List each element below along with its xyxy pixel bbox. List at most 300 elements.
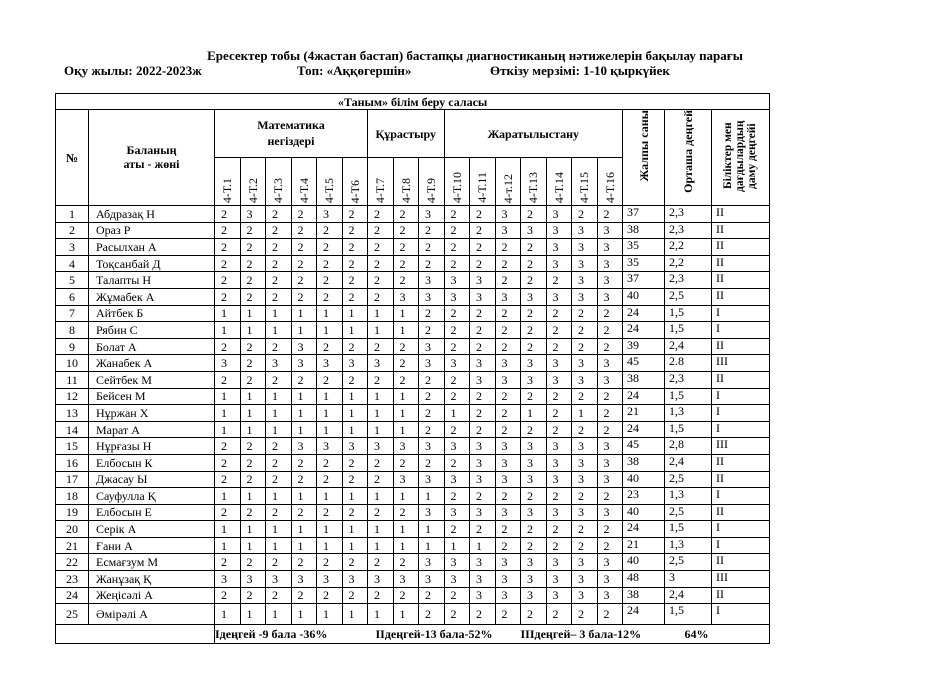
score-cell: 2 — [546, 521, 572, 538]
score-cell: 2 — [444, 604, 470, 625]
score-cell: 2 — [342, 587, 368, 604]
score-cell: 2 — [317, 371, 343, 388]
average-cell: 2,3 — [665, 272, 712, 289]
score-cell: 2 — [495, 305, 521, 322]
score-cell: 2 — [495, 272, 521, 289]
score-cell: 3 — [521, 355, 547, 372]
indicator-header: 4-Т.2 — [245, 177, 260, 203]
score-cell: 2 — [419, 587, 445, 604]
score-cell: 2 — [342, 554, 368, 571]
score-cell: 2 — [495, 388, 521, 405]
score-cell: 3 — [470, 272, 496, 289]
score-cell: 1 — [342, 604, 368, 625]
score-cell: 3 — [597, 272, 623, 289]
table-row — [56, 587, 770, 604]
indicator-header: 4-Т.4 — [296, 177, 311, 203]
score-cell: 3 — [495, 288, 521, 305]
score-cell: 1 — [393, 388, 419, 405]
score-cell: 1 — [368, 537, 394, 554]
average-cell: 2,4 — [665, 454, 712, 471]
average-cell: 1,5 — [665, 388, 712, 405]
score-cell: 3 — [597, 239, 623, 256]
score-cell: 3 — [597, 571, 623, 588]
score-cell: 3 — [266, 355, 292, 372]
score-cell: 3 — [470, 554, 496, 571]
row-number: 23 — [56, 571, 89, 588]
score-cell: 3 — [597, 554, 623, 571]
score-cell: 3 — [521, 504, 547, 521]
score-cell: 2 — [393, 222, 419, 239]
score-cell: 2 — [291, 587, 317, 604]
score-cell: 2 — [368, 371, 394, 388]
score-cell: 2 — [419, 388, 445, 405]
score-cell: 3 — [495, 371, 521, 388]
score-cell: 2 — [342, 288, 368, 305]
score-cell: 2 — [291, 288, 317, 305]
total-cell: 38 — [623, 454, 665, 471]
score-cell: 3 — [419, 471, 445, 488]
score-cell: 3 — [291, 338, 317, 355]
summary-level-2: IIдеңгей-13 бала-52% — [368, 625, 521, 644]
group-header-nature: Жаратылыстану — [444, 110, 623, 158]
score-cell: 1 — [444, 537, 470, 554]
score-cell: 3 — [342, 438, 368, 455]
score-cell: 2 — [572, 537, 598, 554]
child-name: Нұржан Х — [89, 405, 215, 422]
score-cell: 2 — [444, 322, 470, 339]
score-cell: 3 — [444, 438, 470, 455]
score-cell: 1 — [342, 421, 368, 438]
score-cell: 2 — [546, 305, 572, 322]
score-cell: 2 — [597, 305, 623, 322]
score-cell: 2 — [266, 206, 292, 223]
score-cell: 2 — [546, 405, 572, 422]
score-cell: 2 — [419, 421, 445, 438]
score-cell: 1 — [393, 604, 419, 625]
score-cell: 3 — [317, 438, 343, 455]
average-cell: 1,5 — [665, 305, 712, 322]
row-number: 21 — [56, 537, 89, 554]
score-cell: 2 — [470, 305, 496, 322]
score-cell: 2 — [266, 288, 292, 305]
total-cell: 40 — [623, 554, 665, 571]
score-cell: 2 — [495, 421, 521, 438]
level-cell: I — [712, 488, 770, 505]
score-cell: 1 — [393, 421, 419, 438]
score-cell: 2 — [546, 272, 572, 289]
score-cell: 1 — [393, 521, 419, 538]
table-row — [56, 421, 770, 438]
score-cell: 2 — [266, 454, 292, 471]
table-row — [56, 206, 770, 223]
score-cell: 3 — [572, 454, 598, 471]
score-cell: 1 — [291, 322, 317, 339]
child-name: Бейсен М — [89, 388, 215, 405]
score-cell: 3 — [495, 355, 521, 372]
score-cell: 2 — [266, 471, 292, 488]
col-average-header: Орташа деңгей — [681, 110, 695, 193]
score-cell: 2 — [444, 488, 470, 505]
score-cell: 3 — [597, 587, 623, 604]
score-cell: 2 — [368, 272, 394, 289]
score-cell: 1 — [215, 488, 241, 505]
row-number: 17 — [56, 471, 89, 488]
score-cell: 2 — [291, 206, 317, 223]
indicator-header: 4-Т.8 — [398, 177, 413, 203]
score-cell: 2 — [521, 388, 547, 405]
child-name: Абдразақ Н — [89, 206, 215, 223]
total-cell: 38 — [623, 222, 665, 239]
score-cell: 1 — [470, 537, 496, 554]
group-header-construction: Құрастыру — [368, 110, 445, 158]
score-cell: 2 — [419, 371, 445, 388]
total-cell: 40 — [623, 471, 665, 488]
indicator-header: 4-Т.1 — [220, 177, 235, 203]
level-cell: III — [712, 355, 770, 372]
indicator-header: 4-Т6 — [347, 179, 362, 203]
score-cell: 3 — [419, 438, 445, 455]
score-cell: 2 — [240, 587, 266, 604]
table-row — [56, 371, 770, 388]
indicator-header: 4-Т.5 — [322, 177, 337, 203]
table-row — [56, 571, 770, 588]
score-cell: 2 — [240, 272, 266, 289]
level-cell: III — [712, 438, 770, 455]
score-cell: 3 — [546, 471, 572, 488]
child-name: Нұрғазы Н — [89, 438, 215, 455]
score-cell: 2 — [215, 371, 241, 388]
score-cell: 2 — [393, 338, 419, 355]
score-cell: 2 — [317, 255, 343, 272]
average-cell: 2,8 — [665, 438, 712, 455]
score-cell: 3 — [393, 288, 419, 305]
score-cell: 3 — [495, 471, 521, 488]
score-cell: 2 — [342, 222, 368, 239]
score-cell: 1 — [342, 322, 368, 339]
score-cell: 2 — [291, 554, 317, 571]
score-cell: 3 — [470, 587, 496, 604]
score-cell: 2 — [368, 587, 394, 604]
score-cell: 2 — [266, 222, 292, 239]
score-cell: 1 — [317, 521, 343, 538]
score-cell: 1 — [266, 305, 292, 322]
score-cell: 1 — [215, 537, 241, 554]
level-cell: II — [712, 255, 770, 272]
score-cell: 2 — [470, 521, 496, 538]
score-cell: 3 — [470, 355, 496, 372]
score-cell: 1 — [368, 305, 394, 322]
score-cell: 1 — [240, 537, 266, 554]
score-cell: 3 — [444, 272, 470, 289]
score-cell: 2 — [393, 239, 419, 256]
total-cell: 21 — [623, 405, 665, 422]
score-cell: 1 — [266, 604, 292, 625]
area-title: «Таным» білім беру саласы — [56, 94, 770, 110]
total-cell: 37 — [623, 206, 665, 223]
indicator-header: 4-Т.9 — [424, 177, 439, 203]
score-cell: 2 — [572, 338, 598, 355]
score-cell: 3 — [521, 288, 547, 305]
score-cell: 1 — [240, 488, 266, 505]
row-number: 7 — [56, 305, 89, 322]
total-cell: 24 — [623, 388, 665, 405]
score-cell: 1 — [215, 388, 241, 405]
score-cell: 2 — [444, 521, 470, 538]
score-cell: 2 — [342, 338, 368, 355]
score-cell: 1 — [317, 488, 343, 505]
score-cell: 3 — [572, 272, 598, 289]
score-cell: 2 — [597, 388, 623, 405]
score-cell: 3 — [572, 587, 598, 604]
row-number: 2 — [56, 222, 89, 239]
score-cell: 1 — [368, 421, 394, 438]
total-cell: 35 — [623, 239, 665, 256]
score-cell: 2 — [597, 488, 623, 505]
level-cell: I — [712, 388, 770, 405]
score-cell: 2 — [215, 438, 241, 455]
score-cell: 3 — [266, 571, 292, 588]
score-cell: 2 — [444, 239, 470, 256]
score-cell: 1 — [317, 322, 343, 339]
score-cell: 3 — [342, 571, 368, 588]
score-cell: 2 — [597, 206, 623, 223]
score-cell: 2 — [495, 255, 521, 272]
level-cell: II — [712, 288, 770, 305]
score-cell: 3 — [597, 454, 623, 471]
score-cell: 2 — [215, 338, 241, 355]
score-cell: 3 — [546, 504, 572, 521]
score-cell: 3 — [444, 571, 470, 588]
score-cell: 2 — [368, 454, 394, 471]
score-cell: 2 — [215, 288, 241, 305]
score-cell: 2 — [444, 255, 470, 272]
total-cell: 40 — [623, 504, 665, 521]
level-cell: II — [712, 471, 770, 488]
child-name: Жеңісәлі А — [89, 587, 215, 604]
score-cell: 3 — [317, 355, 343, 372]
score-cell: 2 — [393, 206, 419, 223]
level-cell: II — [712, 587, 770, 604]
score-cell: 2 — [215, 206, 241, 223]
score-cell: 2 — [444, 587, 470, 604]
score-cell: 2 — [521, 305, 547, 322]
score-cell: 2 — [470, 604, 496, 625]
indicator-header: 4-Т.10 — [449, 171, 464, 203]
score-cell: 1 — [215, 421, 241, 438]
table-row — [56, 272, 770, 289]
score-cell: 2 — [521, 537, 547, 554]
score-cell: 2 — [521, 322, 547, 339]
score-cell: 1 — [342, 537, 368, 554]
average-cell: 2,5 — [665, 554, 712, 571]
page-title: Ересектер тобы (4жастан бастап) бастапқы диагностиканың нәтижелерін бақылау парағы — [207, 48, 743, 63]
indicator-header: 4-Т.11 — [475, 172, 490, 203]
score-cell: 2 — [317, 454, 343, 471]
score-cell: 3 — [597, 438, 623, 455]
score-cell: 3 — [546, 371, 572, 388]
score-cell: 3 — [317, 206, 343, 223]
score-cell: 2 — [368, 222, 394, 239]
score-cell: 2 — [444, 454, 470, 471]
level-cell: I — [712, 322, 770, 339]
score-cell: 2 — [495, 322, 521, 339]
score-cell: 2 — [240, 288, 266, 305]
score-cell: 1 — [317, 305, 343, 322]
level-cell: II — [712, 222, 770, 239]
score-cell: 3 — [368, 438, 394, 455]
score-cell: 2 — [240, 454, 266, 471]
score-cell: 3 — [419, 571, 445, 588]
score-cell: 2 — [521, 272, 547, 289]
score-cell: 2 — [368, 338, 394, 355]
total-cell: 24 — [623, 604, 665, 625]
score-cell: 1 — [342, 488, 368, 505]
row-number: 8 — [56, 322, 89, 339]
score-cell: 1 — [240, 521, 266, 538]
score-cell: 3 — [521, 371, 547, 388]
table-row — [56, 338, 770, 355]
score-cell: 2 — [495, 521, 521, 538]
score-cell: 1 — [419, 521, 445, 538]
table-row — [56, 504, 770, 521]
score-cell: 2 — [317, 587, 343, 604]
score-cell: 2 — [393, 504, 419, 521]
score-cell: 1 — [291, 405, 317, 422]
score-cell: 3 — [291, 438, 317, 455]
row-number: 12 — [56, 388, 89, 405]
average-cell: 2,5 — [665, 288, 712, 305]
level-cell: I — [712, 537, 770, 554]
score-cell: 2 — [495, 604, 521, 625]
score-cell: 3 — [597, 288, 623, 305]
table-row — [56, 288, 770, 305]
child-name: Болат А — [89, 338, 215, 355]
indicator-header: 4-Т.13 — [526, 171, 541, 203]
score-cell: 2 — [444, 421, 470, 438]
level-cell: II — [712, 504, 770, 521]
average-cell: 2,3 — [665, 206, 712, 223]
assessment-period: Өткізу мерзімі: 1-10 қыркүйек — [490, 63, 670, 78]
table-row — [56, 488, 770, 505]
score-cell: 3 — [419, 554, 445, 571]
average-cell: 2,2 — [665, 255, 712, 272]
score-cell: 2 — [291, 471, 317, 488]
score-cell: 2 — [470, 388, 496, 405]
summary-percent: 64% — [665, 625, 770, 644]
score-cell: 2 — [342, 239, 368, 256]
table-row — [56, 405, 770, 422]
score-cell: 2 — [368, 206, 394, 223]
score-cell: 2 — [291, 255, 317, 272]
score-cell: 3 — [240, 571, 266, 588]
score-cell: 2 — [240, 554, 266, 571]
score-cell: 1 — [266, 405, 292, 422]
score-cell: 3 — [546, 454, 572, 471]
score-cell: 2 — [572, 206, 598, 223]
group-header-math: Математика негіздері — [215, 110, 368, 158]
row-number: 9 — [56, 338, 89, 355]
score-cell: 3 — [368, 355, 394, 372]
score-cell: 1 — [317, 537, 343, 554]
average-cell: 2,4 — [665, 338, 712, 355]
score-cell: 1 — [266, 322, 292, 339]
score-cell: 2 — [597, 537, 623, 554]
score-cell: 3 — [572, 222, 598, 239]
score-cell: 2 — [317, 288, 343, 305]
level-cell: II — [712, 338, 770, 355]
score-cell: 3 — [572, 371, 598, 388]
score-cell: 2 — [393, 554, 419, 571]
score-cell: 2 — [470, 206, 496, 223]
row-number: 25 — [56, 604, 89, 625]
score-cell: 3 — [546, 206, 572, 223]
score-cell: 2 — [291, 504, 317, 521]
score-cell: 2 — [266, 504, 292, 521]
total-cell: 24 — [623, 322, 665, 339]
score-cell: 3 — [546, 438, 572, 455]
score-cell: 2 — [470, 222, 496, 239]
score-cell: 3 — [597, 504, 623, 521]
score-cell: 3 — [495, 222, 521, 239]
group-name: Топ: «Аққөгершін» — [297, 63, 412, 78]
score-cell: 1 — [266, 488, 292, 505]
score-cell: 1 — [419, 537, 445, 554]
score-cell: 2 — [317, 471, 343, 488]
score-cell: 1 — [342, 305, 368, 322]
score-cell: 2 — [546, 488, 572, 505]
score-cell: 3 — [495, 554, 521, 571]
average-cell: 1,5 — [665, 604, 712, 625]
score-cell: 2 — [444, 338, 470, 355]
score-cell: 2 — [521, 521, 547, 538]
score-cell: 3 — [419, 338, 445, 355]
row-number: 11 — [56, 371, 89, 388]
child-name: Елбосын Е — [89, 504, 215, 521]
score-cell: 1 — [393, 488, 419, 505]
score-cell: 2 — [317, 239, 343, 256]
score-cell: 3 — [495, 504, 521, 521]
child-name: Есмағзум М — [89, 554, 215, 571]
score-cell: 2 — [393, 272, 419, 289]
score-cell: 2 — [215, 454, 241, 471]
level-cell: I — [712, 305, 770, 322]
score-cell: 3 — [470, 504, 496, 521]
score-cell: 2 — [368, 239, 394, 256]
score-cell: 3 — [368, 571, 394, 588]
score-cell: 3 — [597, 355, 623, 372]
level-cell: I — [712, 405, 770, 422]
score-cell: 2 — [240, 471, 266, 488]
row-number: 14 — [56, 421, 89, 438]
score-cell: 3 — [546, 239, 572, 256]
score-cell: 2 — [266, 239, 292, 256]
child-name: Ораз Р — [89, 222, 215, 239]
summary-level-3: IIIдеңгей– 3 бала-12% — [521, 625, 665, 644]
col-number-header: № — [56, 110, 89, 206]
score-cell: 1 — [521, 405, 547, 422]
score-cell: 1 — [215, 405, 241, 422]
score-cell: 2 — [546, 537, 572, 554]
score-cell: 3 — [495, 454, 521, 471]
score-cell: 1 — [291, 305, 317, 322]
total-cell: 38 — [623, 371, 665, 388]
child-name: Расылхан А — [89, 239, 215, 256]
total-cell: 45 — [623, 438, 665, 455]
score-cell: 1 — [215, 322, 241, 339]
score-cell: 1 — [266, 388, 292, 405]
score-cell: 3 — [495, 206, 521, 223]
child-name: Жанұзақ Қ — [89, 571, 215, 588]
